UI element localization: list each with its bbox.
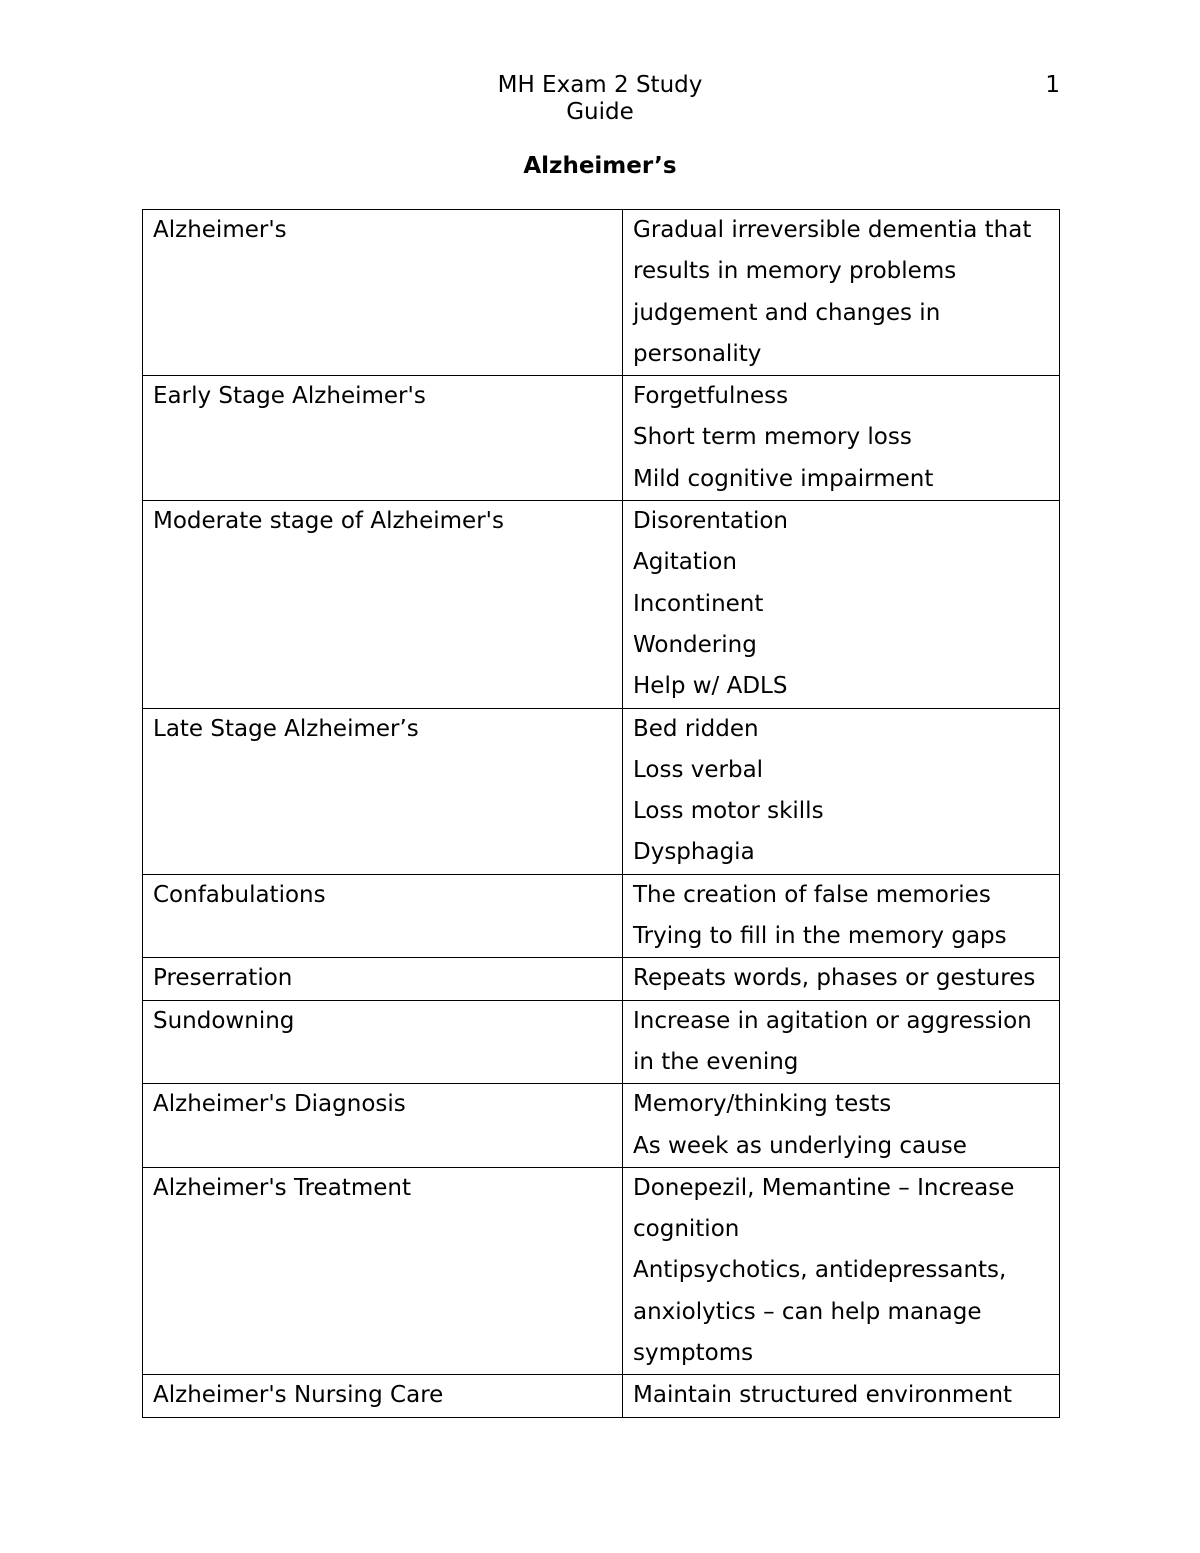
study-table: [142, 209, 1060, 1418]
table-row: [143, 1375, 1060, 1417]
definition-line: Short term memory loss: [633, 424, 912, 451]
definition-line: judgement and changes in: [633, 299, 941, 326]
definition-line: Forgetfulness: [633, 383, 789, 410]
term-text: Alzheimer's Treatment: [153, 1174, 411, 1201]
definition-line: Increase in agitation or aggression: [633, 1007, 1032, 1034]
definition-cell: [623, 708, 1060, 874]
definition-line: Mild cognitive impairment: [633, 465, 934, 492]
definition-cell: [623, 501, 1060, 708]
table-row: [143, 1167, 1060, 1374]
definition-line: Antipsychotics, antidepressants,: [633, 1257, 1007, 1284]
definition-line: Repeats words, phases or gestures: [633, 965, 1036, 992]
definition-line: Memory/thinking tests: [633, 1091, 892, 1118]
definition-line: results in memory problems: [633, 258, 957, 285]
term-text: Alzheimer's Diagnosis: [153, 1091, 406, 1118]
table-row: [143, 874, 1060, 958]
definition-line: Donepezil, Memantine – Increase: [633, 1174, 1015, 1201]
definition-line: Trying to fill in the memory gaps: [633, 923, 1007, 950]
definition-cell: [623, 1084, 1060, 1168]
term-text: Early Stage Alzheimer's: [153, 383, 426, 410]
term-cell: [143, 958, 623, 1000]
definition-line: cognition: [633, 1216, 740, 1243]
definition-line: symptoms: [633, 1340, 754, 1367]
term-text: Moderate stage of Alzheimer's: [153, 508, 504, 535]
definition-line: Agitation: [633, 549, 737, 576]
definition-line: Dysphagia: [633, 839, 755, 866]
definition-cell: [623, 1000, 1060, 1084]
term-cell: [143, 210, 623, 376]
term-text: Preserration: [153, 965, 293, 992]
definition-cell: [623, 210, 1060, 376]
table-row: [143, 1000, 1060, 1084]
definition-line: Disorentation: [633, 508, 789, 535]
term-cell: [143, 1375, 623, 1417]
table-row: [143, 210, 1060, 376]
definition-line: Help w/ ADLS: [633, 673, 788, 700]
term-cell: [143, 1167, 623, 1374]
definition-line: Wondering: [633, 631, 757, 658]
definition-line: Bed ridden: [633, 715, 759, 742]
definition-line: personality: [633, 340, 762, 367]
term-cell: [143, 501, 623, 708]
term-cell: [143, 874, 623, 958]
term-text: Alzheimer's Nursing Care: [153, 1382, 444, 1409]
definition-line: Loss verbal: [633, 756, 764, 783]
definition-line: Loss motor skills: [633, 798, 824, 825]
table-row: [143, 958, 1060, 1000]
definition-line: As week as underlying cause: [633, 1132, 967, 1159]
definition-line: Gradual irreversible dementia that: [633, 217, 1032, 243]
document-title: [440, 72, 760, 126]
term-text: Confabulations: [153, 881, 326, 908]
term-text: Sundowning: [153, 1007, 295, 1034]
term-cell: [143, 708, 623, 874]
table-row: [143, 501, 1060, 708]
page-number: 1: [1045, 72, 1060, 98]
term-text: Alzheimer's: [153, 217, 287, 243]
term-cell: [143, 376, 623, 501]
definition-line: Maintain structured environment: [633, 1382, 1013, 1409]
definition-cell: [623, 1375, 1060, 1417]
definition-cell: [623, 874, 1060, 958]
study-table-body: [143, 210, 1060, 1418]
definition-line: in the evening: [633, 1048, 799, 1075]
section-heading: Alzheimer’s: [523, 153, 677, 179]
definition-line: anxiolytics – can help manage: [633, 1298, 982, 1325]
table-row: [143, 376, 1060, 501]
term-cell: [143, 1084, 623, 1168]
definition-cell: [623, 1167, 1060, 1374]
definition-cell: [623, 958, 1060, 1000]
document-title-line-2: Guide: [566, 99, 634, 125]
table-row: [143, 708, 1060, 874]
term-cell: [143, 1000, 623, 1084]
definition-line: The creation of false memories: [633, 881, 991, 908]
document-title-line-1: MH Exam 2 Study: [497, 72, 703, 98]
term-text: Late Stage Alzheimer’s: [153, 715, 419, 742]
definition-cell: [623, 376, 1060, 501]
definition-line: Incontinent: [633, 590, 764, 617]
table-row: [143, 1084, 1060, 1168]
